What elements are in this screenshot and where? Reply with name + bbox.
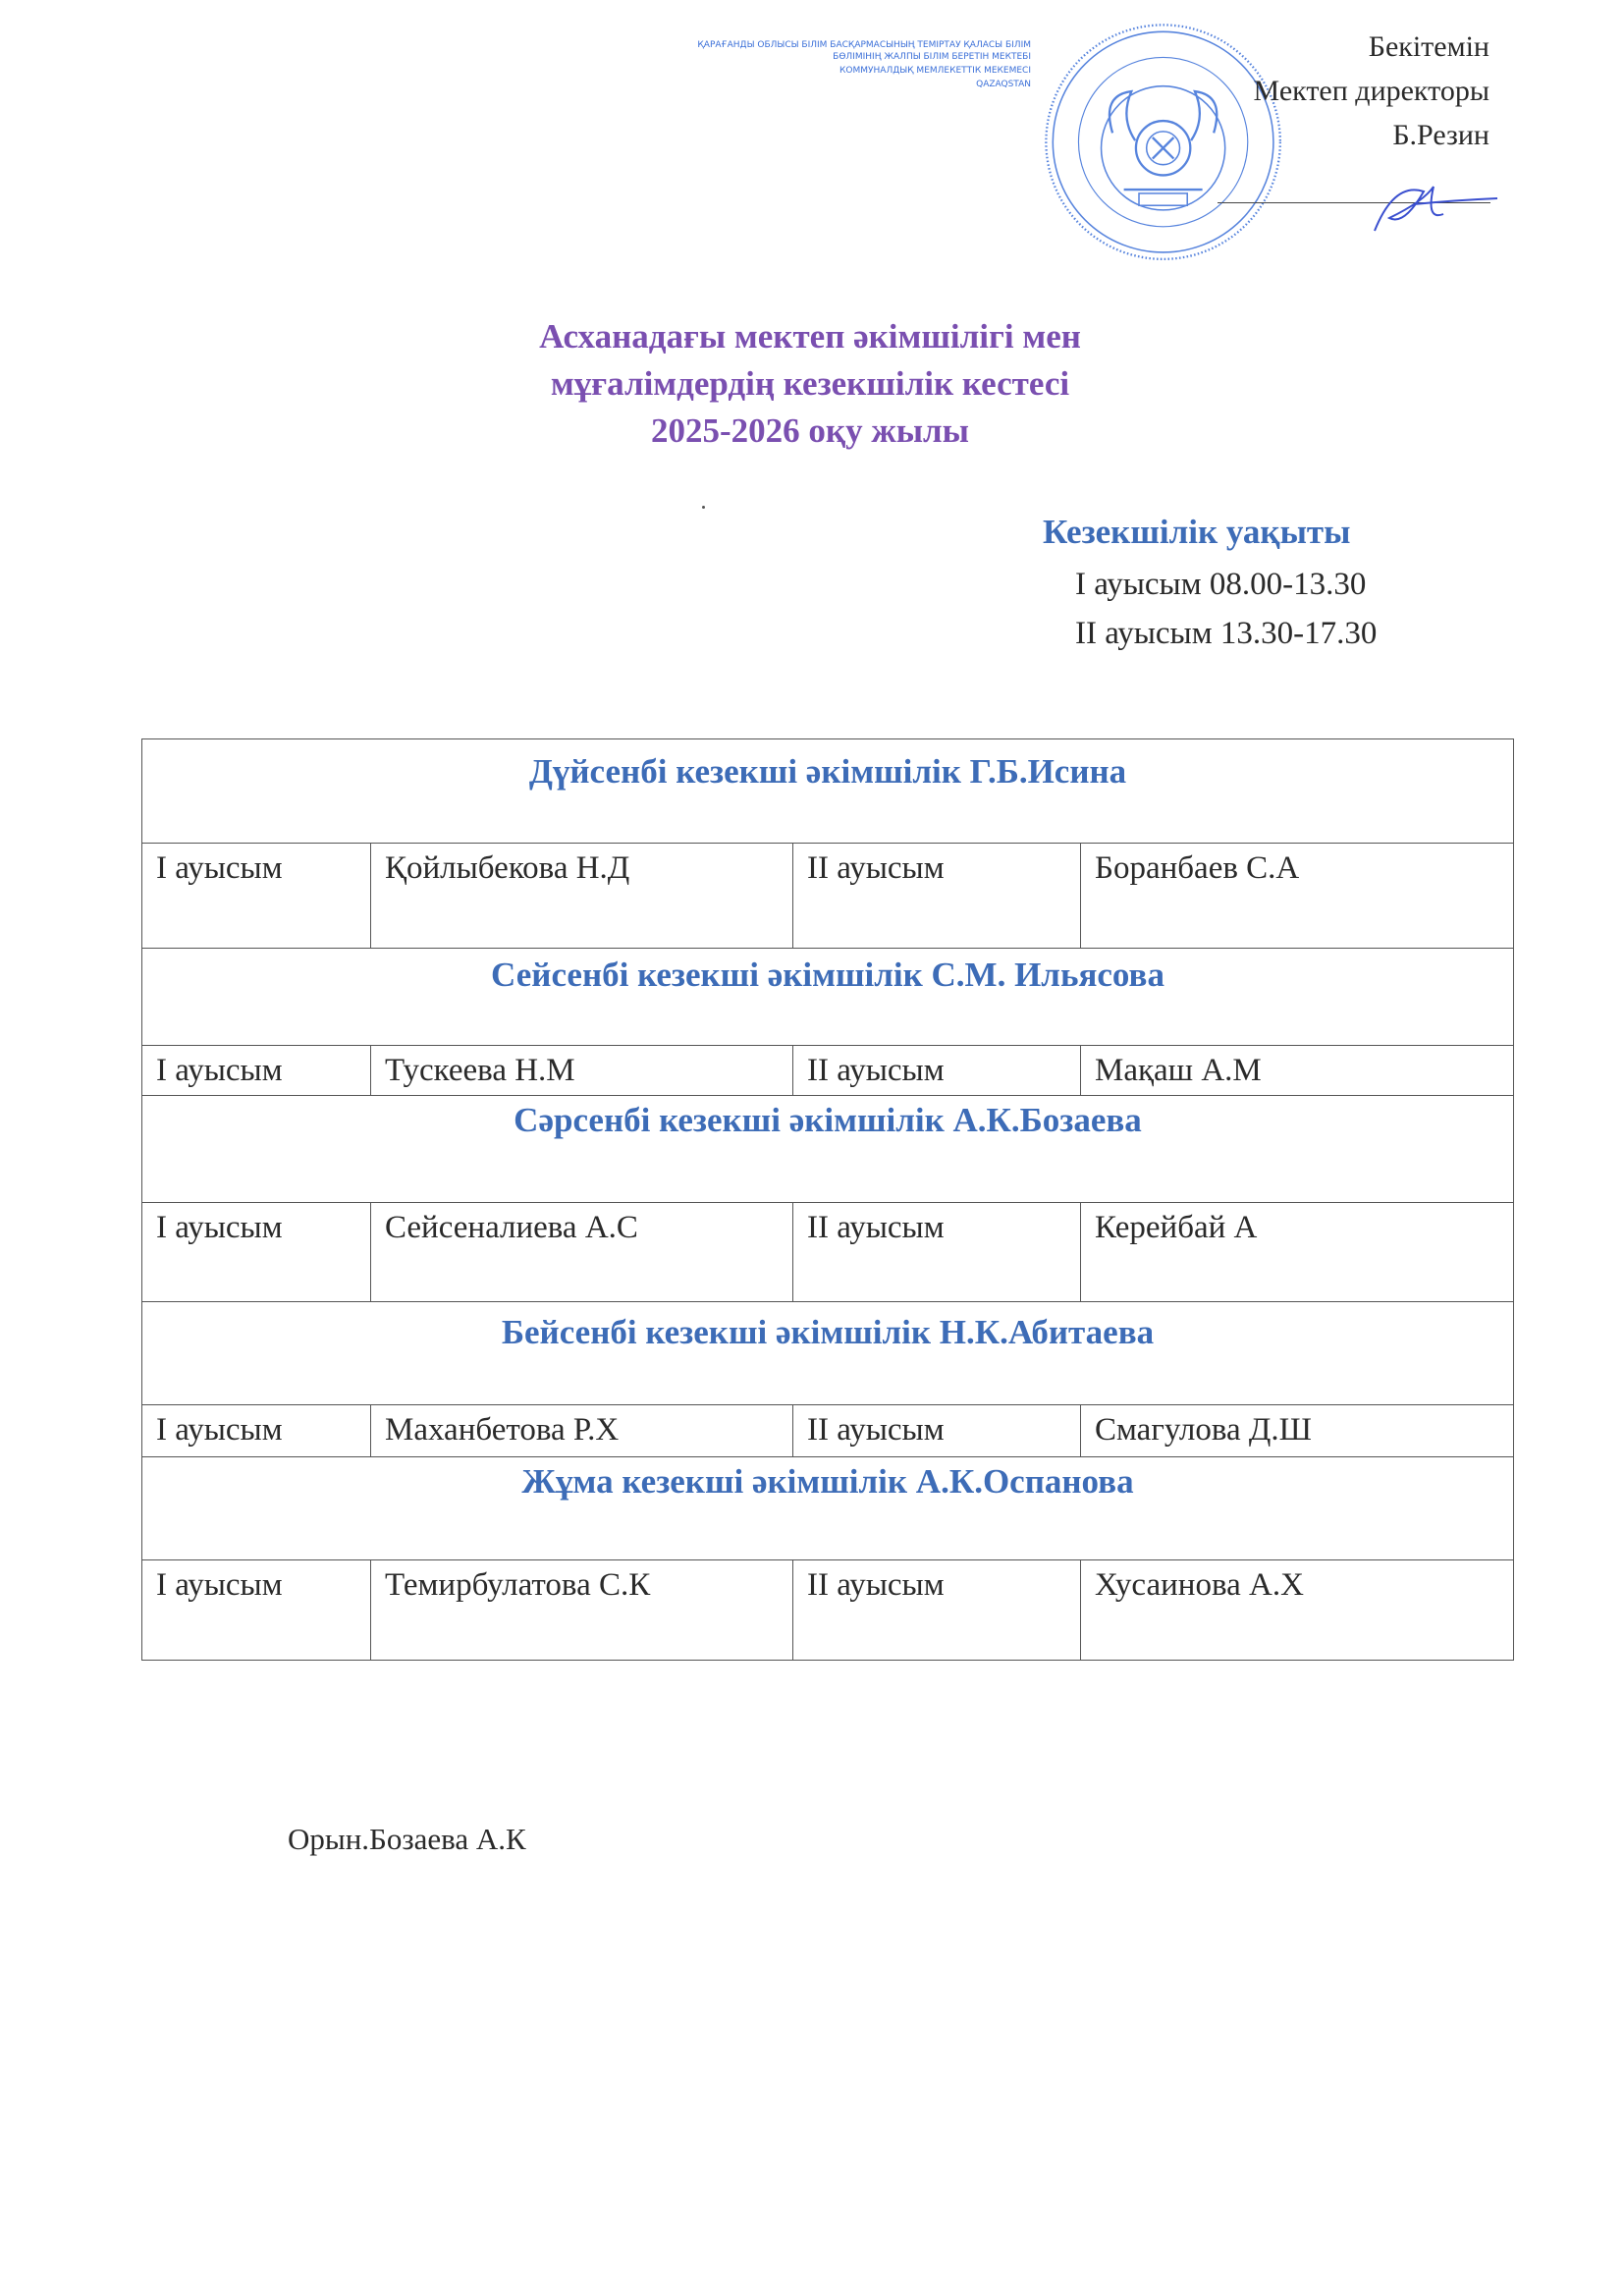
shift-2-teacher: Керейбай А [1081,1203,1514,1302]
day-header-row-wednesday [142,1096,1514,1203]
day-header-row-friday [142,1457,1514,1560]
prepared-by: Орын.Бозаева А.К [288,1822,526,1856]
stamp-emblem-text: QAZAQSTAN [976,80,1031,89]
stamp-inner-text: КОММУНАЛДЫҚ МЕМЛЕКЕТТІК МЕКЕМЕСІ [839,66,1031,76]
shift-1-teacher: Темирбулатова С.К [371,1560,793,1661]
approval-label: Бекітемін [1368,30,1489,63]
shift-2-teacher: Смагулова Д.Ш [1081,1405,1514,1457]
shift-1-label: І ауысым [142,1560,371,1661]
day-header-thursday: Бейсенбі кезекші әкімшілік Н.К.Абитаева [142,1302,1514,1405]
day-header-wednesday: Сәрсенбі кезекші әкімшілік А.К.Бозаева [142,1096,1514,1203]
shift-1-label: І ауысым [142,1046,371,1096]
approval-director-name: Б.Резин [1392,119,1489,151]
academic-year: 2025-2026 оқу жылы [651,411,969,450]
shift-row-thursday [142,1405,1514,1457]
shift-1-teacher: Қойлыбекова Н.Д [371,844,793,949]
shift-row-tuesday [142,1046,1514,1096]
shift-2-label: ІІ ауысым [793,1203,1081,1302]
day-header-friday: Жұма кезекші әкімшілік А.К.Оспанова [142,1457,1514,1560]
shift-row-friday [142,1560,1514,1661]
day-header-row-monday [142,739,1514,844]
official-stamp-icon [1041,20,1286,265]
shift-1-teacher: Тускеева Н.М [371,1046,793,1096]
stamp-outer-text: ҚАРАҒАНДЫ ОБЛЫСЫ БІЛІМ БАСҚАРМАСЫНЫҢ ТЕМІРТАУ ҚАЛАСЫ БІЛІМ БӨЛІМІНІҢ ЖАЛПЫ БІЛІМ БЕРЕТІН МЕКТЕБІ [697,40,1031,62]
shift-1-label: І ауысым [142,1203,371,1302]
shift-row-wednesday [142,1203,1514,1302]
signature-icon [1365,157,1502,236]
duty-schedule-table [141,738,1514,1661]
shift-2-label: ІІ ауысым [793,844,1081,949]
day-header-tuesday: Сейсенбі кезекші әкімшілік С.М. Ильясова [142,949,1514,1046]
approval-position: Мектеп директоры [1253,75,1489,107]
document-title-line-2: мұғалімдердің кезекшілік кестесі [550,364,1070,403]
day-header-monday: Дүйсенбі кезекші әкімшілік Г.Б.Исина [142,739,1514,844]
shift-1-label: І ауысым [142,844,371,949]
shift-2-label: ІІ ауысым [793,1046,1081,1096]
shift-1-time: І ауысым 08.00-13.30 [1075,567,1367,602]
day-header-row-tuesday [142,949,1514,1046]
shift-2-teacher: Мақаш А.М [1081,1046,1514,1096]
day-header-row-thursday [142,1302,1514,1405]
duty-time-heading: Кезекшілік уақыты [1043,513,1351,551]
shift-2-time: ІІ ауысым 13.30-17.30 [1075,616,1378,651]
shift-2-teacher: Боранбаев С.А [1081,844,1514,949]
shift-1-label: І ауысым [142,1405,371,1457]
shift-2-teacher: Хусаинова А.Х [1081,1560,1514,1661]
shift-row-monday [142,844,1514,949]
document-title-line-1: Асханадағы мектеп әкімшілігі мен [539,317,1081,355]
shift-2-label: ІІ ауысым [793,1405,1081,1457]
stray-dot [702,506,705,509]
shift-1-teacher: Маханбетова Р.Х [371,1405,793,1457]
shift-1-teacher: Сейсеналиева А.С [371,1203,793,1302]
shift-2-label: ІІ ауысым [793,1560,1081,1661]
